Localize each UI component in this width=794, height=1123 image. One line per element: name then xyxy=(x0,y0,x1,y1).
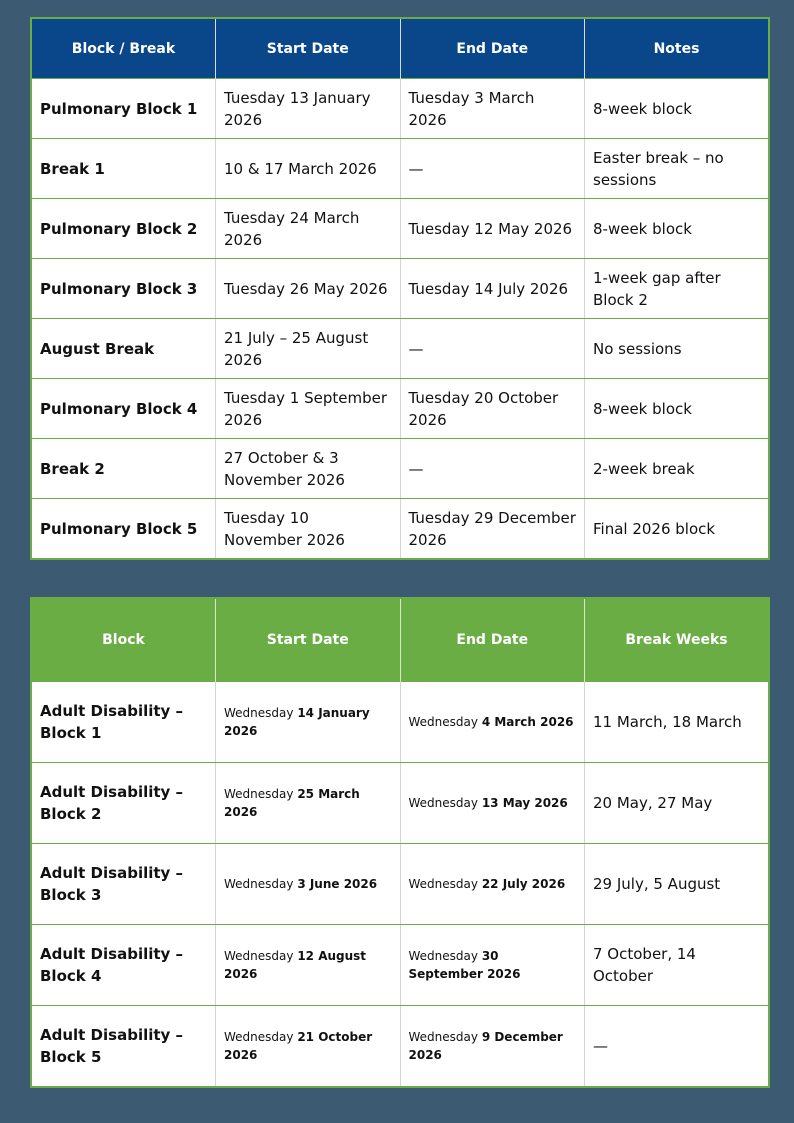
end-date-cell xyxy=(400,925,585,1006)
end-date-cell: — xyxy=(400,139,585,199)
table-row xyxy=(31,79,769,139)
table-row xyxy=(31,139,769,199)
weekday-text: Wednesday xyxy=(224,949,294,963)
adult-disability-schedule-table xyxy=(30,597,770,1088)
end-date-cell xyxy=(400,1006,585,1088)
end-date-cell: Tuesday 20 October 2026 xyxy=(400,379,585,439)
column-header-break-weeks: Break Weeks xyxy=(585,598,770,682)
block-name-cell: Adult Disability – Block 3 xyxy=(31,844,216,925)
start-date-cell xyxy=(216,1006,401,1088)
pulmonary-schedule-table xyxy=(30,17,770,560)
block-name-cell: August Break xyxy=(31,319,216,379)
column-header-end-date: End Date xyxy=(400,598,585,682)
column-header-end-date: End Date xyxy=(400,18,585,79)
date-text: 3 June 2026 xyxy=(297,877,378,891)
block-name-cell: Pulmonary Block 5 xyxy=(31,499,216,560)
notes-cell: No sessions xyxy=(585,319,770,379)
start-date-cell: 21 July – 25 August 2026 xyxy=(216,319,401,379)
notes-cell: Easter break – no sessions xyxy=(585,139,770,199)
block-name-cell: Pulmonary Block 1 xyxy=(31,79,216,139)
start-date-cell xyxy=(216,763,401,844)
table-row xyxy=(31,925,769,1006)
notes-cell: 8-week block xyxy=(585,199,770,259)
end-date-cell: — xyxy=(400,439,585,499)
start-date-cell: 27 October & 3 November 2026 xyxy=(216,439,401,499)
table-row xyxy=(31,682,769,763)
weekday-text: Wednesday xyxy=(224,877,294,891)
table-row xyxy=(31,319,769,379)
table-row xyxy=(31,259,769,319)
start-date-cell: Tuesday 1 September 2026 xyxy=(216,379,401,439)
notes-cell: Final 2026 block xyxy=(585,499,770,560)
date-text: 13 May 2026 xyxy=(481,796,568,810)
table-row xyxy=(31,1006,769,1088)
notes-cell: 1-week gap after Block 2 xyxy=(585,259,770,319)
table-row xyxy=(31,844,769,925)
end-date-cell: Tuesday 3 March 2026 xyxy=(400,79,585,139)
notes-cell: 2-week break xyxy=(585,439,770,499)
start-date-cell: 10 & 17 March 2026 xyxy=(216,139,401,199)
break-weeks-cell: 11 March, 18 March xyxy=(585,682,770,763)
block-name-cell: Adult Disability – Block 4 xyxy=(31,925,216,1006)
start-date-cell: Tuesday 24 March 2026 xyxy=(216,199,401,259)
weekday-text: Wednesday xyxy=(408,715,478,729)
date-text: 22 July 2026 xyxy=(481,877,566,891)
column-header-start-date: Start Date xyxy=(216,18,401,79)
block-name-cell: Pulmonary Block 3 xyxy=(31,259,216,319)
weekday-text: Wednesday xyxy=(408,949,478,963)
end-date-cell: Tuesday 12 May 2026 xyxy=(400,199,585,259)
table-row xyxy=(31,439,769,499)
notes-cell: 8-week block xyxy=(585,379,770,439)
start-date-cell xyxy=(216,844,401,925)
start-date-cell: Tuesday 10 November 2026 xyxy=(216,499,401,560)
end-date-cell: — xyxy=(400,319,585,379)
date-text: 14 January 2026 xyxy=(224,706,370,738)
end-date-cell: Tuesday 14 July 2026 xyxy=(400,259,585,319)
notes-cell: 8-week block xyxy=(585,79,770,139)
break-weeks-cell: 29 July, 5 August xyxy=(585,844,770,925)
start-date-cell: Tuesday 26 May 2026 xyxy=(216,259,401,319)
weekday-text: Wednesday xyxy=(408,1030,478,1044)
end-date-cell xyxy=(400,763,585,844)
date-text: 21 October 2026 xyxy=(224,1030,373,1062)
column-header-start-date: Start Date xyxy=(216,598,401,682)
start-date-cell xyxy=(216,682,401,763)
table-row xyxy=(31,199,769,259)
block-name-cell: Break 2 xyxy=(31,439,216,499)
end-date-cell: Tuesday 29 December 2026 xyxy=(400,499,585,560)
column-header-block: Block / Break xyxy=(31,18,216,79)
block-name-cell: Adult Disability – Block 1 xyxy=(31,682,216,763)
table-row xyxy=(31,499,769,560)
date-text: 12 August 2026 xyxy=(224,949,367,981)
weekday-text: Wednesday xyxy=(224,1030,294,1044)
end-date-cell xyxy=(400,844,585,925)
weekday-text: Wednesday xyxy=(224,787,294,801)
table-header-row xyxy=(31,598,769,682)
date-text: 25 March 2026 xyxy=(224,787,360,819)
weekday-text: Wednesday xyxy=(224,706,294,720)
break-weeks-cell: — xyxy=(585,1006,770,1088)
block-name-cell: Pulmonary Block 4 xyxy=(31,379,216,439)
block-name-cell: Adult Disability – Block 5 xyxy=(31,1006,216,1088)
column-header-block: Block xyxy=(31,598,216,682)
table-row xyxy=(31,763,769,844)
block-name-cell: Adult Disability – Block 2 xyxy=(31,763,216,844)
date-text: 9 December 2026 xyxy=(408,1030,563,1062)
table-header-row xyxy=(31,18,769,79)
date-text: 30 September 2026 xyxy=(408,949,521,981)
break-weeks-cell: 20 May, 27 May xyxy=(585,763,770,844)
weekday-text: Wednesday xyxy=(408,796,478,810)
weekday-text: Wednesday xyxy=(408,877,478,891)
end-date-cell xyxy=(400,682,585,763)
column-header-notes: Notes xyxy=(585,18,770,79)
start-date-cell: Tuesday 13 January 2026 xyxy=(216,79,401,139)
block-name-cell: Break 1 xyxy=(31,139,216,199)
break-weeks-cell: 7 October, 14 October xyxy=(585,925,770,1006)
table-row xyxy=(31,379,769,439)
start-date-cell xyxy=(216,925,401,1006)
block-name-cell: Pulmonary Block 2 xyxy=(31,199,216,259)
date-text: 4 March 2026 xyxy=(481,715,574,729)
